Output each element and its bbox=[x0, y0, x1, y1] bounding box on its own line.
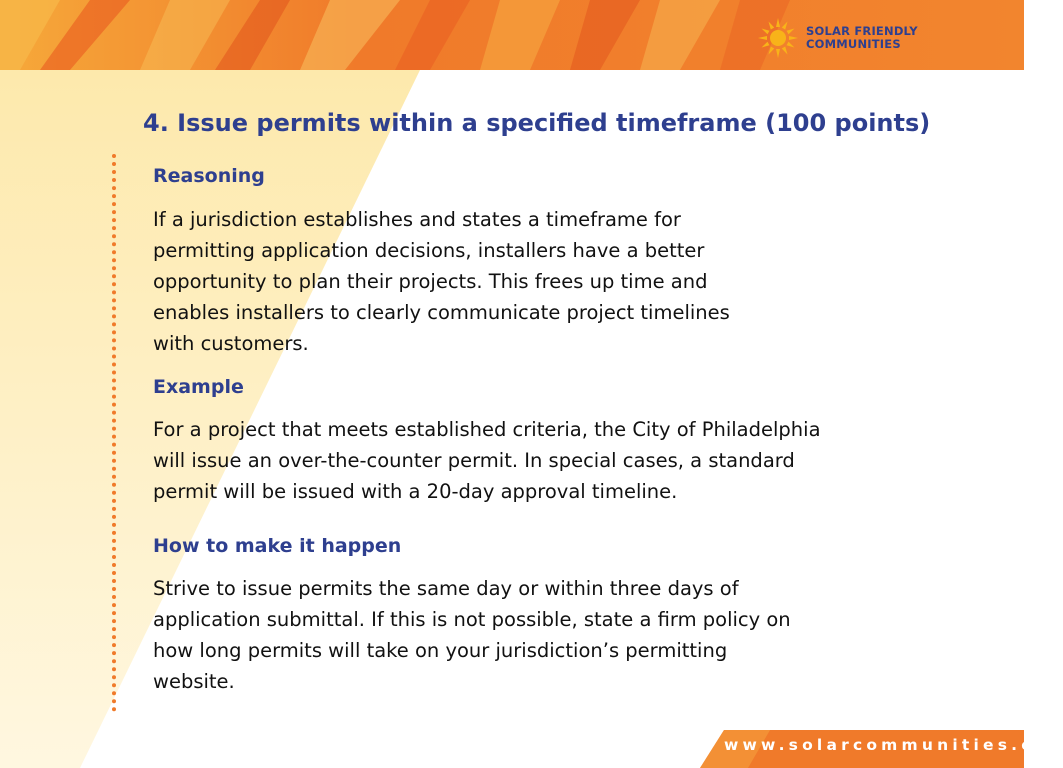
text-line: application submittal. If this is not possible, state a firm policy on bbox=[153, 608, 791, 631]
section-heading-example: Example bbox=[153, 376, 244, 398]
section-body-how-to bbox=[153, 573, 933, 697]
text-line: with customers. bbox=[153, 332, 309, 355]
text-line: will issue an over-the-counter permit. In special cases, a standard bbox=[153, 449, 795, 472]
text-line: If a jurisdiction establishes and states a timeframe for bbox=[153, 208, 681, 231]
logo-line-2: COMMUNITIES bbox=[806, 37, 901, 51]
footer-website-link[interactable]: www.solarcommunities.org bbox=[724, 736, 1063, 754]
text-line: For a project that meets established criteria, the City of Philadelphia bbox=[153, 418, 821, 441]
text-line: enables installers to clearly communicate project timelines bbox=[153, 301, 730, 324]
slide-title: 4. Issue permits within a specified timeframe (100 points) bbox=[143, 109, 931, 137]
section-body-example bbox=[153, 414, 973, 507]
text-line: permit will be issued with a 20-day approval timeline. bbox=[153, 480, 678, 503]
sun-icon bbox=[756, 16, 800, 60]
slide-content bbox=[153, 162, 983, 697]
solar-friendly-logo bbox=[756, 14, 936, 62]
section-heading-reasoning: Reasoning bbox=[153, 165, 265, 187]
section-body-reasoning bbox=[153, 204, 843, 359]
text-line: Strive to issue permits the same day or within three days of bbox=[153, 577, 739, 600]
dotted-divider bbox=[112, 154, 116, 712]
text-line: opportunity to plan their projects. This frees up time and bbox=[153, 270, 708, 293]
text-line: permitting application decisions, installers have a better bbox=[153, 239, 705, 262]
text-line: how long permits will take on your jurisdiction’s permitting bbox=[153, 639, 728, 662]
logo-line-1: SOLAR FRIENDLY bbox=[806, 24, 918, 38]
section-heading-how-to: How to make it happen bbox=[153, 535, 402, 557]
text-line: website. bbox=[153, 670, 235, 693]
